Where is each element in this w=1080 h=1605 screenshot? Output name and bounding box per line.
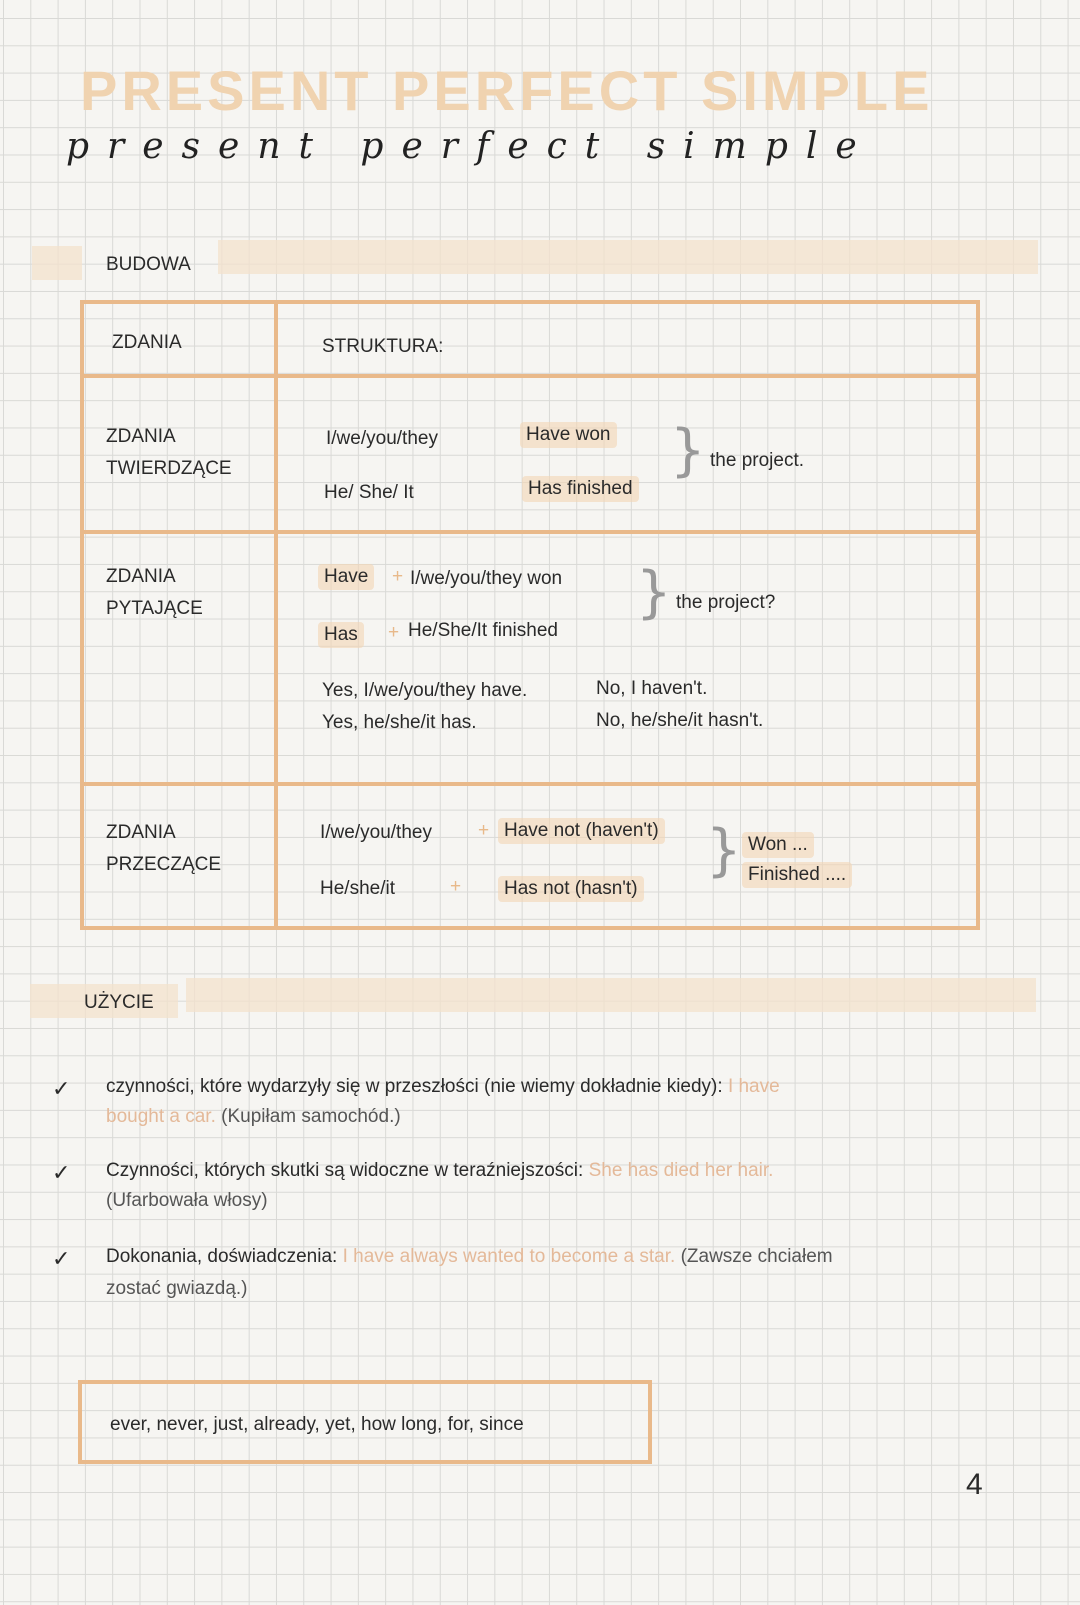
- row-label: ZDANIA: [106, 426, 176, 447]
- participle: Won ...: [742, 832, 814, 858]
- highlight-band: [186, 978, 1036, 1012]
- plus-sign: +: [450, 876, 462, 897]
- check-icon: ✓: [52, 1076, 71, 1101]
- subject: I/we/you/they: [326, 428, 438, 449]
- column-divider: [274, 304, 278, 926]
- subject-verb: I/we/you/they won: [410, 568, 563, 589]
- example: I have: [727, 1076, 780, 1097]
- row-label: ZDANIA: [106, 566, 176, 587]
- translation: (Zawsze chciałem: [680, 1246, 833, 1267]
- translation: zostać gwiazdą.): [106, 1278, 248, 1299]
- subject-verb: He/She/It finished: [408, 620, 558, 641]
- verb: Have won: [520, 422, 617, 448]
- negation: Have not (haven't): [498, 818, 665, 844]
- plus-sign: +: [392, 566, 404, 587]
- title-background: PRESENT PERFECT SIMPLE: [80, 59, 934, 122]
- row-label: ZDANIA: [106, 822, 176, 843]
- translation: (Kupiłam samochód.): [221, 1106, 401, 1127]
- row-label: TWIERDZĄCE: [106, 458, 232, 479]
- short-answer: Yes, he/she/it has.: [322, 712, 477, 733]
- subject: I/we/you/they: [320, 822, 432, 843]
- plus-sign: +: [478, 820, 490, 841]
- section-uzycie: UŻYCIE: [84, 992, 154, 1013]
- subject: He/she/it: [320, 878, 395, 899]
- usage-text: Czynności, których skutki są widoczne w teraźniejszości:: [106, 1160, 584, 1181]
- keywords-text: ever, never, just, already, yet, how long, for, since: [110, 1414, 524, 1435]
- header-struktura: STRUKTURA:: [322, 336, 444, 357]
- auxiliary: Have: [318, 564, 374, 590]
- header-zdania: ZDANIA: [112, 332, 182, 353]
- check-icon: ✓: [52, 1160, 71, 1185]
- check-icon: ✓: [52, 1246, 71, 1271]
- subject: He/ She/ It: [324, 482, 414, 503]
- row-label: PYTAJĄCE: [106, 598, 203, 619]
- short-answer: No, he/she/it hasn't.: [596, 710, 764, 731]
- object: the project?: [676, 592, 776, 613]
- short-answer: Yes, I/we/you/they have.: [322, 680, 528, 701]
- section-budowa: BUDOWA: [106, 254, 191, 275]
- page-title: present perfect simple: [66, 126, 875, 167]
- brace-icon: }: [670, 418, 706, 483]
- object: the project.: [710, 450, 804, 471]
- short-answer: No, I haven't.: [596, 678, 708, 699]
- example: bought a car.: [106, 1106, 216, 1127]
- participle: Finished ....: [742, 862, 852, 888]
- example: She has died her hair.: [588, 1160, 774, 1181]
- row-divider: [84, 374, 976, 378]
- row-divider: [84, 782, 976, 786]
- page-number: 4: [966, 1468, 983, 1501]
- brace-icon: }: [636, 560, 672, 625]
- verb: Has finished: [522, 476, 639, 502]
- negation: Has not (hasn't): [498, 876, 644, 902]
- usage-text: Dokonania, doświadczenia:: [106, 1246, 338, 1267]
- plus-sign: +: [388, 622, 400, 643]
- row-divider: [84, 530, 976, 534]
- translation: (Ufarbowała włosy): [106, 1190, 268, 1211]
- row-label: PRZECZĄCE: [106, 854, 222, 875]
- brace-icon: }: [706, 818, 742, 883]
- auxiliary: Has: [318, 622, 364, 648]
- example: I have always wanted to become a star.: [342, 1246, 676, 1267]
- usage-text: czynności, które wydarzyły się w przeszłości (nie wiemy dokładnie kiedy):: [106, 1076, 723, 1097]
- highlight-band: [218, 240, 1038, 274]
- highlight-band: [32, 246, 82, 280]
